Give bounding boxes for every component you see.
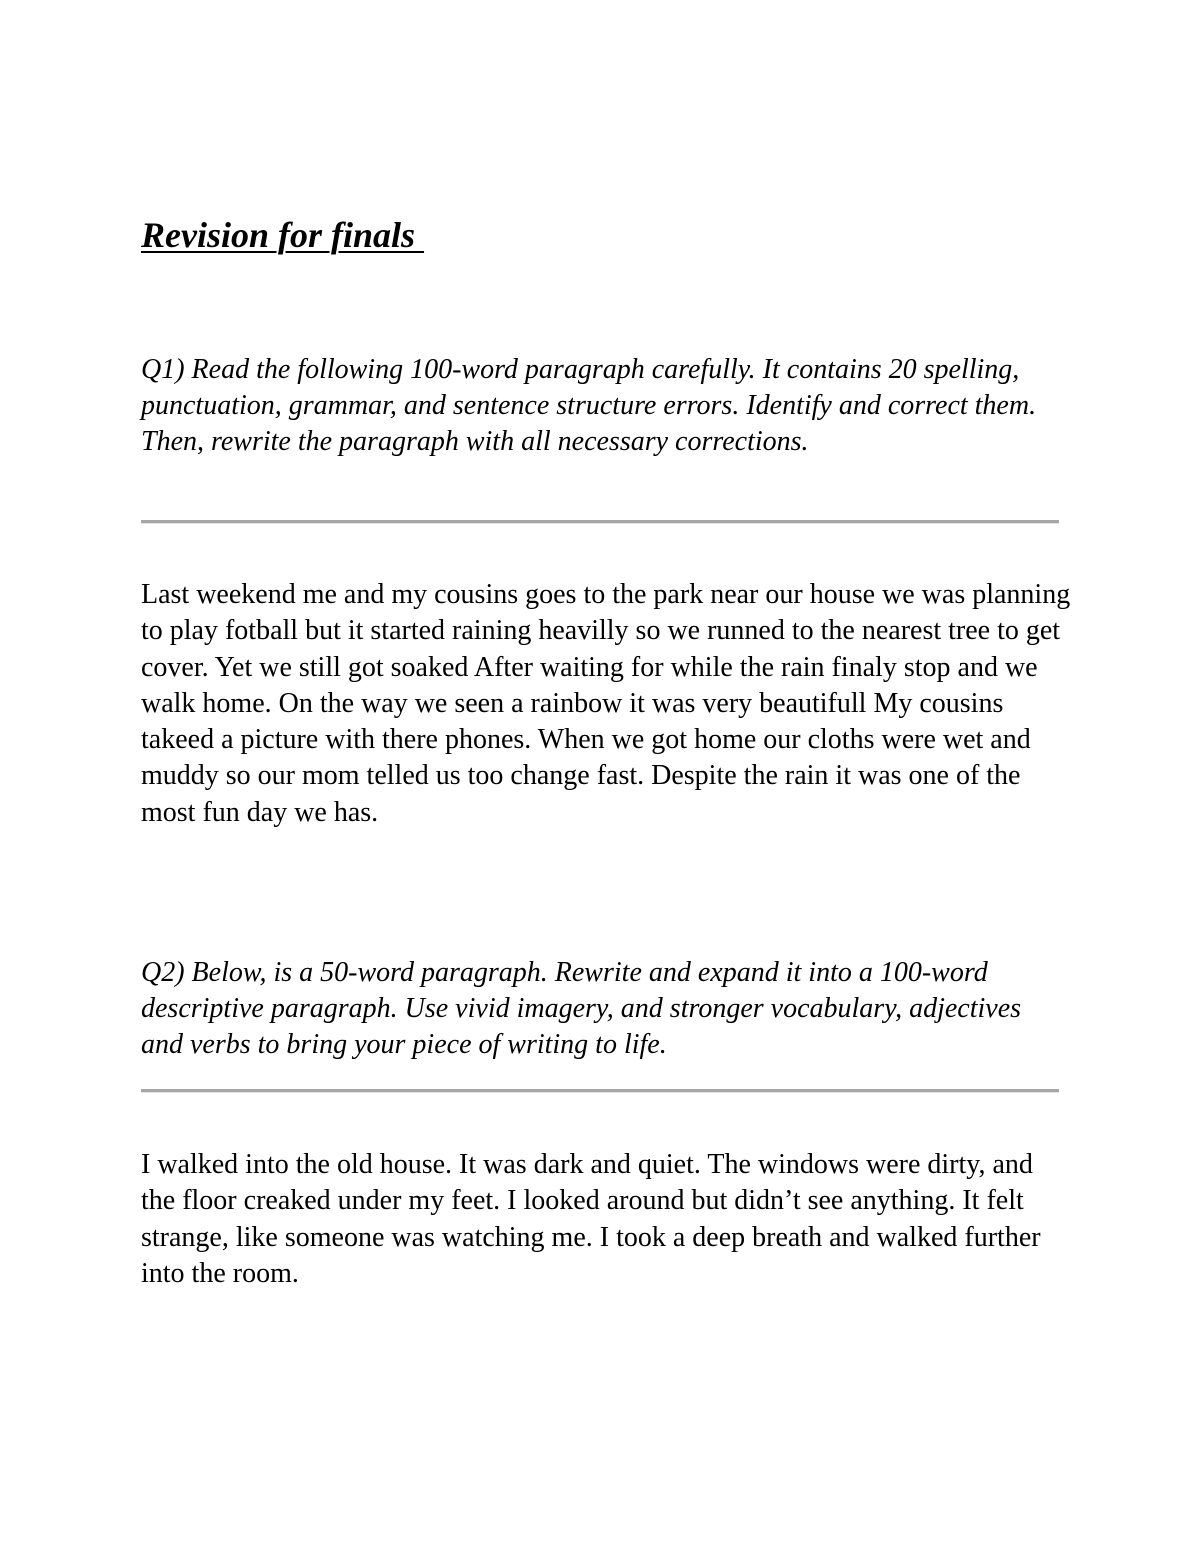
question-1-passage: Last weekend me and my cousins goes to the park near our house we was planning to play fotball but it started raining heavilly so we runned to the nearest tree to get cover. Yet we still got soaked After waiting for while the rain finaly stop and we walk home. On the way we seen a rainbow it was very beautifull My cousins takeed a picture with there phones. When we got home our cloths were wet and muddy so our mom telled us too change fast. Despite the rain it was one of the most fun day we has. [141, 579, 1071, 828]
question-1-prompt: Q1) Read the following 100-word paragraph carefully. It contains 20 spelling, punctuation, grammar, and sentence structure errors. Identify and correct them. Then, rewrite the paragraph with all necessary corrections. [141, 354, 1037, 457]
question-2-passage: I walked into the old house. It was dark and quiet. The windows were dirty, and the floor creaked under my feet. I looked around but didn’t see anything. It felt strange, like someone was watching me. I took a deep breath and walked further into the room. [141, 1149, 1041, 1289]
horizontal-divider [141, 520, 1059, 524]
question-2-prompt: Q2) Below, is a 50-word paragraph. Rewrite and expand it into a 100-word descriptive paragraph. Use vivid imagery, and stronger vocabulary, adjectives and verbs to bring your piece of writing to life. [141, 957, 1022, 1060]
horizontal-divider [141, 1089, 1059, 1093]
document-title: Revision for finals [141, 215, 425, 255]
